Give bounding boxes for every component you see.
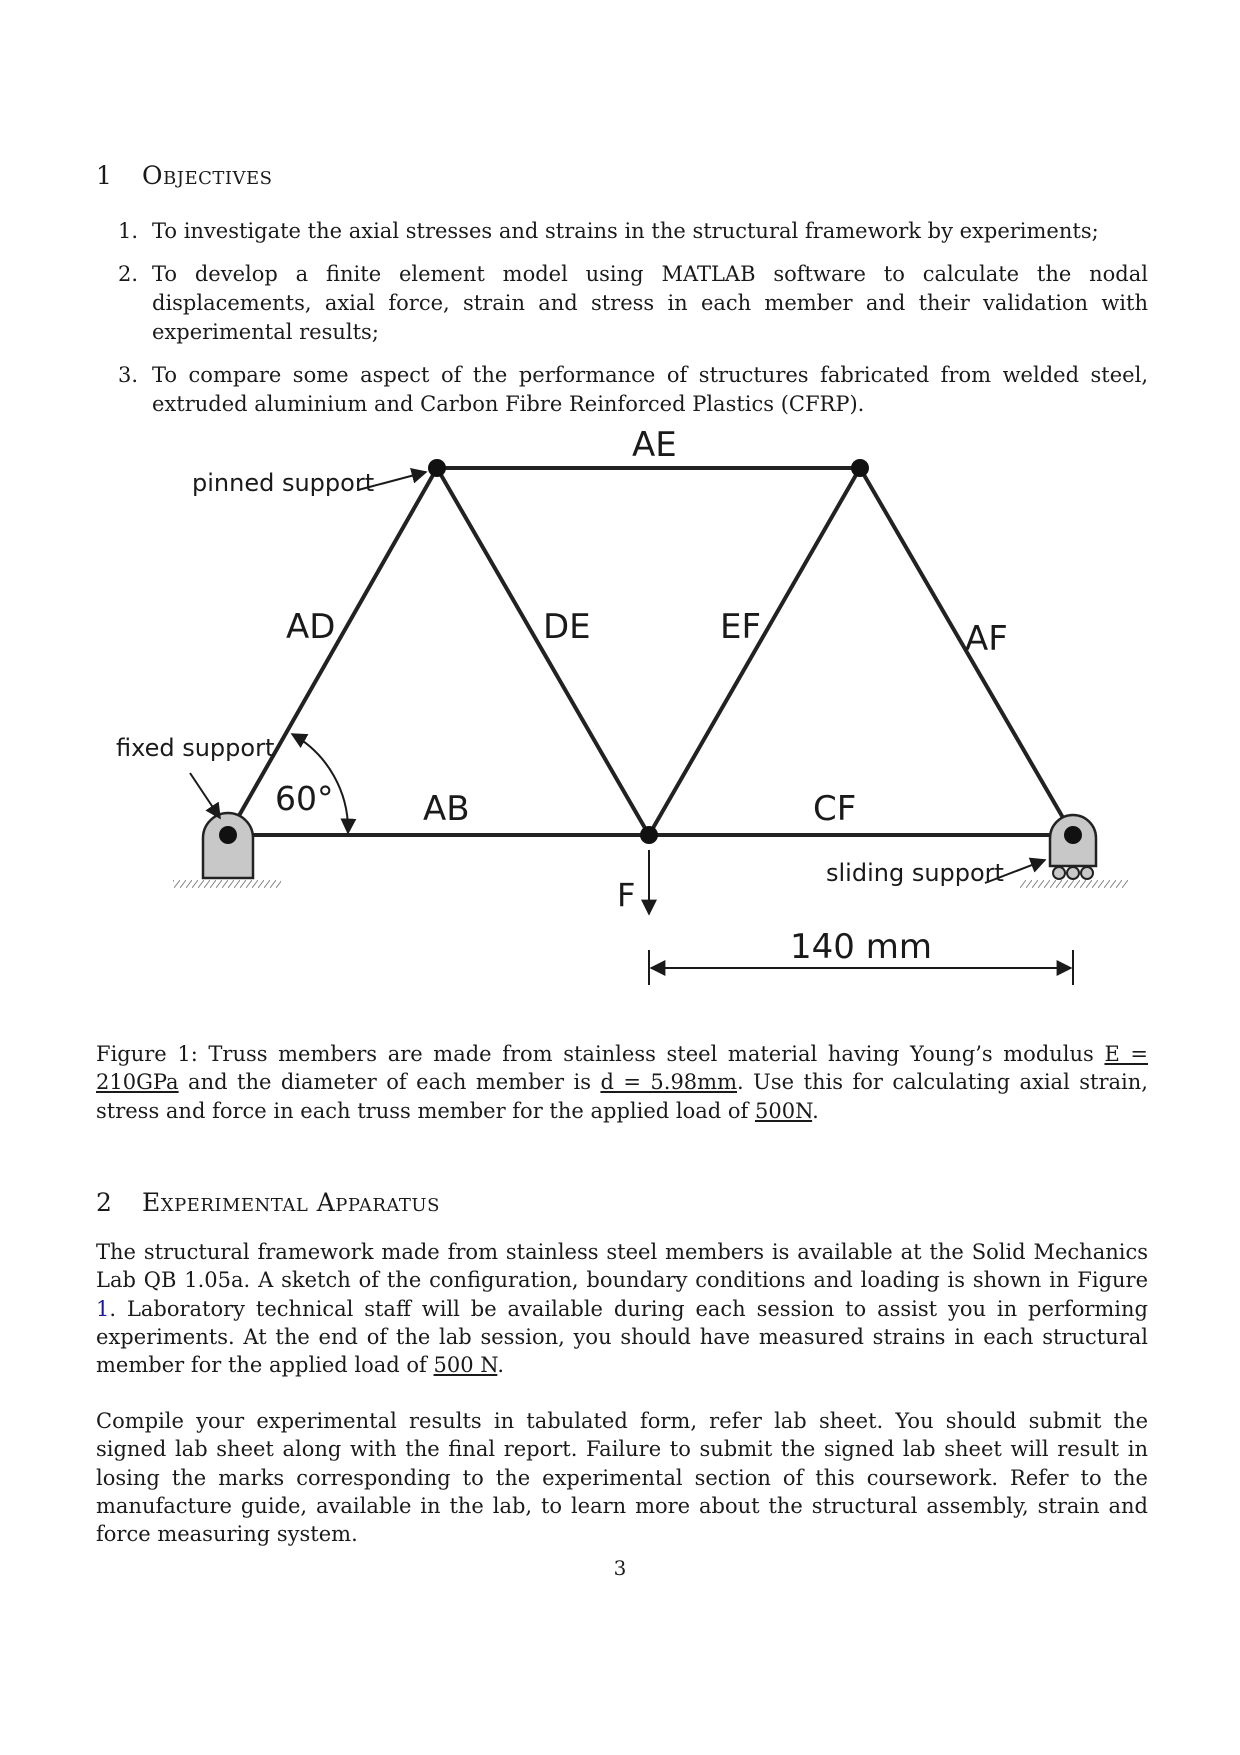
- caption-load: 500N: [754, 1098, 813, 1123]
- dimension-label: 140 mm: [790, 927, 932, 967]
- list-marker: 3.: [118, 363, 139, 387]
- caption-diameter: d = 5.98mm: [600, 1070, 737, 1095]
- list-text: To develop a finite element model using MATLAB software to calculate the nodal displacements, axial force, strain and stress in each member and their validation with experimental results;: [152, 262, 1148, 344]
- member-label-af: AF: [965, 619, 1008, 659]
- angle-label: 60°: [275, 779, 334, 818]
- section-number: 2: [96, 1188, 113, 1217]
- joint-bottom-middle: [640, 826, 658, 844]
- paragraph-results: Compile your experimental results in tabulated form, refer lab sheet. You should submit the signed lab sheet along with the final report. Failure to submit the signed lab sheet will result in losing the marks corresponding to the experimental section of this coursework. Refer to the manufacture guide, available in the lab, to learn more about the structural assembly, strain and force measuring system.: [96, 1409, 1148, 1547]
- ground-hatch-left: [173, 880, 281, 888]
- paragraph-text: The structural framework made from stainless steel members is available at the Solid Mechanics Lab QB 1.05a. A sketch of the configuration, boundary conditions and loading is shown in Figure: [96, 1240, 1148, 1293]
- member-label-ab: AB: [423, 789, 470, 829]
- roller-3: [1081, 867, 1093, 879]
- section-title: Experimental Apparatus: [142, 1188, 440, 1217]
- caption-end: .: [812, 1098, 819, 1123]
- member-label-ef: EF: [720, 607, 762, 647]
- list-text: To investigate the axial stresses and strains in the structural framework by experiments;: [152, 219, 1099, 243]
- section-heading-apparatus: [96, 1188, 440, 1217]
- paragraph-load: 500 N: [433, 1353, 498, 1378]
- caption-mid2: . Use this for calculating axial strain, stress and force in each truss member for the applied load of: [96, 1070, 1148, 1123]
- list-text: To compare some aspect of the performance of structures fabricated from welded steel, extruded aluminium and Carbon Fibre Reinforced Plastics (CFRP).: [152, 363, 1148, 416]
- joint-bottom-left: [219, 826, 237, 844]
- member-label-de: DE: [543, 607, 591, 647]
- figure-caption: [96, 1040, 1148, 1125]
- load-label: F: [617, 876, 636, 914]
- list-marker: 2.: [118, 262, 139, 286]
- fixed-support-label: fixed support: [116, 734, 275, 762]
- sliding-support-label: sliding support: [826, 859, 1004, 887]
- member-de: [437, 468, 649, 835]
- list-item: [118, 217, 1148, 246]
- section-title: Objectives: [142, 161, 273, 190]
- truss-figure: [0, 400, 1240, 1000]
- fixed-support-block: [203, 813, 253, 878]
- page-number: 3: [613, 1556, 627, 1580]
- ground-hatch-right: [1020, 880, 1128, 888]
- truss-members: [228, 468, 1073, 835]
- joint-top-left: [428, 459, 446, 477]
- member-label-ad: AD: [286, 607, 336, 647]
- section-heading-objectives: [96, 161, 272, 190]
- list-item: [118, 260, 1148, 347]
- member-ef: [649, 468, 860, 835]
- paragraph-text: . Laboratory technical staff will be available during each session to assist you in performing experiments. At the end of the lab session, you should have measured strains in each structural member for the applied load of: [96, 1296, 1148, 1378]
- list-marker: 1.: [118, 219, 139, 243]
- fixed-support-arrow: [190, 773, 220, 818]
- section-number: 1: [96, 161, 113, 190]
- roller-2: [1067, 867, 1079, 879]
- paragraph-apparatus: [96, 1238, 1148, 1379]
- truss-joints: [219, 459, 1082, 844]
- roller-1: [1053, 867, 1065, 879]
- joint-top-right: [851, 459, 869, 477]
- joint-bottom-right: [1064, 826, 1082, 844]
- member-label-cf: CF: [813, 789, 857, 829]
- pinned-support-label: pinned support: [192, 469, 375, 497]
- paragraph-end: .: [497, 1353, 505, 1378]
- figure-reference-link[interactable]: 1: [96, 1296, 110, 1321]
- caption-prefix: Figure 1: Truss members are made from stainless steel material having Young’s modulus: [96, 1042, 1094, 1066]
- member-label-ae: AE: [632, 425, 677, 465]
- caption-mid1: and the diameter of each member is: [188, 1070, 591, 1095]
- caption-modulus: E = 210GPa: [96, 1042, 1148, 1095]
